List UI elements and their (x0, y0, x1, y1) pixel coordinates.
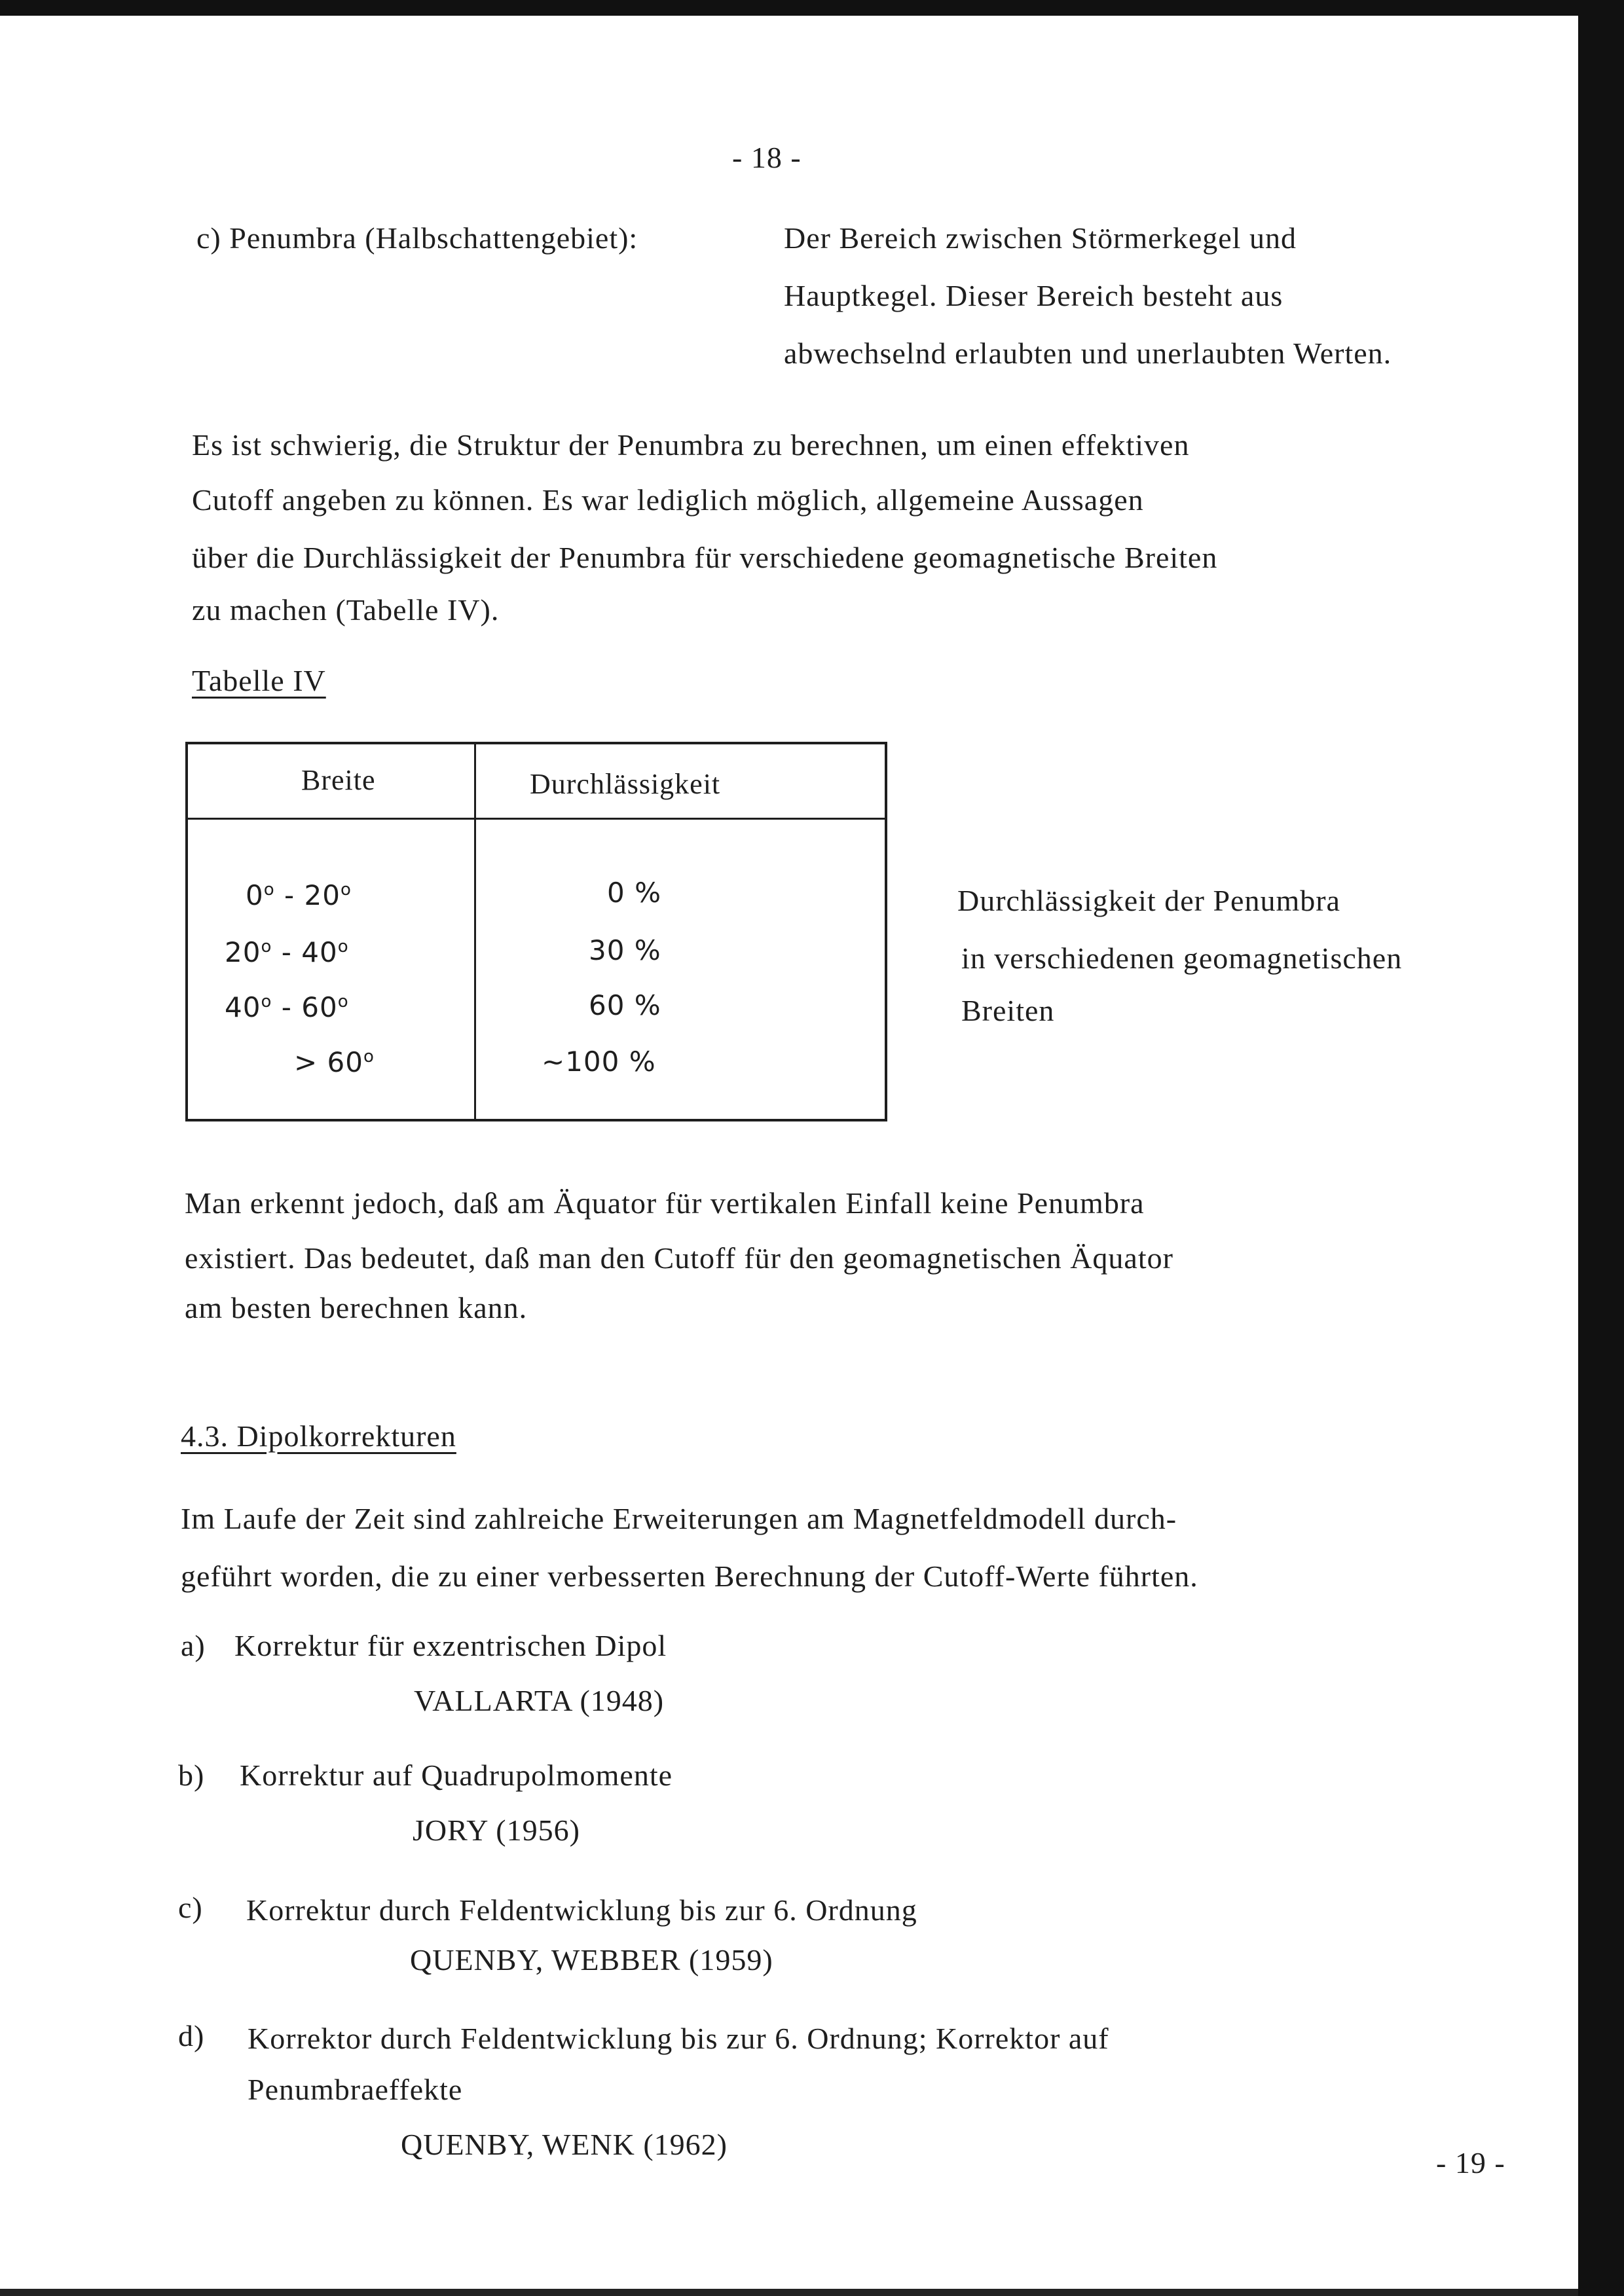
table-title: Tabelle IV (192, 664, 326, 697)
paragraph1-line-2: Cutoff angeben zu können. Es war lediglich möglich, allgemeine Aussagen (192, 483, 1144, 517)
correction-c-reference: QUENBY, WEBBER (1959) (410, 1943, 773, 1977)
correction-a-marker: a) (181, 1629, 206, 1662)
correction-a-text: Korrektur für exzentrischen Dipol (234, 1629, 667, 1662)
paragraph2-line-2: existiert. Das bedeutet, daß man den Cutoff für den geomagnetischen Äquator (185, 1241, 1173, 1275)
paragraph1-line-3: über die Durchlässigkeit der Penumbra für verschiedene geomagnetische Breiten (192, 541, 1218, 574)
definition-line-1: Der Bereich zwischen Störmerkegel und (784, 221, 1297, 255)
table-caption-line-1: Durchlässigkeit der Penumbra (957, 884, 1340, 917)
scan-border-top (0, 0, 1624, 16)
correction-d-text-continued: Penumbraeffekte (248, 2073, 463, 2106)
correction-b-text: Korrektur auf Quadrupolmomente (240, 1758, 673, 1792)
paragraph1-line-4: zu machen (Tabelle IV). (192, 593, 500, 627)
correction-a-reference: VALLARTA (1948) (414, 1684, 665, 1717)
correction-c-text: Korrektur durch Feldentwicklung bis zur 6. Ordnung (246, 1893, 917, 1927)
table-header-durchlaessigkeit: Durchlässigkeit (530, 768, 721, 800)
correction-b-reference: JORY (1956) (413, 1813, 580, 1847)
section-heading: 4.3. Dipolkorrekturen (181, 1419, 456, 1453)
table-row-3-breite: 40$^o$ - 60$^o$ (225, 991, 349, 1023)
paragraph1-line-1: Es ist schwierig, die Struktur der Penumbra zu berechnen, um einen effektiven (192, 428, 1190, 462)
table-row-1-value: 0 % (607, 877, 661, 909)
table-row-4-breite: > $60^o$ (294, 1046, 375, 1078)
correction-d-text: Korrektor durch Feldentwicklung bis zur 6. Ordnung; Korrektor auf (248, 2022, 1109, 2055)
paragraph2-line-1: Man erkennt jedoch, daß am Äquator für vertikalen Einfall keine Penumbra (185, 1186, 1145, 1220)
paragraph3-line-1: Im Laufe der Zeit sind zahlreiche Erweiterungen am Magnetfeldmodell durch- (181, 1502, 1177, 1535)
definition-line-3: abwechselnd erlaubten und unerlaubten Werten. (784, 337, 1392, 370)
table-row-2-value: 30 % (589, 934, 661, 966)
table-row-2-breite: 20$^o$ - 40$^o$ (225, 936, 349, 968)
definition-line-2: Hauptkegel. Dieser Bereich besteht aus (784, 279, 1283, 312)
paragraph2-line-3: am besten berechnen kann. (185, 1291, 528, 1324)
table-row-1-breite: 0$^o$ - 20$^o$ (246, 879, 352, 911)
table-header-breite: Breite (301, 764, 376, 796)
paragraph3-line-2: geführt worden, die zu einer verbesserten Berechnung der Cutoff-Werte führten. (181, 1559, 1198, 1593)
transmissivity-table (185, 742, 887, 1121)
table-column-divider (474, 744, 476, 1119)
correction-c-marker: c) (178, 1891, 203, 1924)
page-number-bottom: - 19 - (1436, 2146, 1505, 2179)
definition-label: c) Penumbra (Halbschattengebiet): (196, 221, 638, 255)
table-row-4-value: ~100 % (542, 1046, 656, 1078)
page-number-top: - 18 - (732, 141, 802, 174)
scan-border-bottom (0, 2289, 1578, 2296)
table-caption-line-2: in verschiedenen geomagnetischen (961, 941, 1403, 975)
correction-d-marker: d) (178, 2019, 205, 2052)
table-row-3-value: 60 % (589, 989, 661, 1021)
correction-b-marker: b) (178, 1758, 205, 1792)
table-caption-line-3: Breiten (961, 994, 1055, 1027)
scan-border-right (1578, 0, 1624, 2296)
table-header-divider (188, 818, 885, 820)
correction-d-reference: QUENBY, WENK (1962) (401, 2128, 728, 2161)
